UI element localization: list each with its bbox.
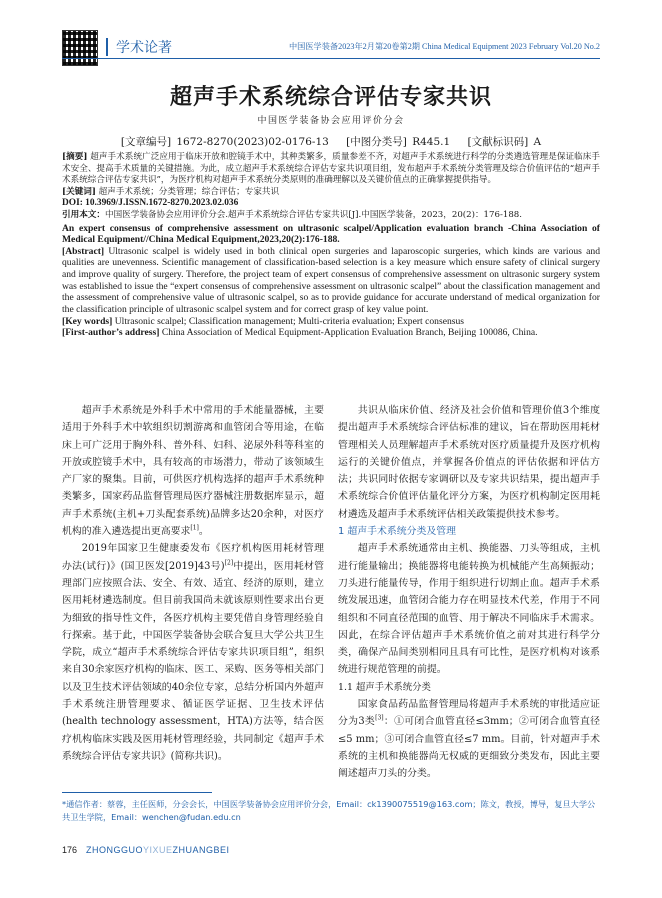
clc-number: [中图分类号] R445.1 [346, 136, 451, 148]
keywords-en-text: Ultrasonic scalpel; Classification management; Multi-criteria evaluation; Expert consensus [112, 315, 465, 327]
document-code: [文献标识码] A [467, 136, 542, 148]
abstract-en [62, 246, 600, 316]
keywords-cn [62, 187, 600, 199]
column-name: 学术论著 [116, 40, 172, 56]
english-title: An expert consensus of comprehensive assessment on ultrasonic scalpel/Application evaluation branch -China Association of Medical Equipment//China Medical Equipment,2023,20(2):176-188. [62, 222, 600, 246]
body-paragraph [62, 540, 324, 765]
journal-footer-part: ZHUANGBEI [172, 845, 230, 855]
header-rule [62, 58, 600, 59]
subsection-heading: 1.1 超声手术系统分类 [338, 681, 431, 693]
paragraph-text: 中提出，医用耗材管理部门应按照合法、安全、有效、适宜、经济的原则，建立医用耗材遴选制度。但目前我国尚未就该原则性要求出台更为细致的指导性文件，各医疗机构主要凭借自身管理经验自行探索。基于此，中国医学装备协会联合复旦大学公共卫生学院，成立“超声手术系统综合评估专家共识项目组”，组织来自30余家医疗机构的临床、医工、采购、医务等相关部门以及卫生技术评估领域的40余位专家，总结分析国内外超声手术系统注册管理要求、循证医学证据、卫生技术评估(health technology assessment，HTA)方法等，结合医疗机构临床实践及医用耗材管理经验，共同制定《超声手术系统综合评估专家共识》(简称共识)。 [62, 560, 324, 762]
body-paragraph [62, 402, 324, 540]
abstract-en-label: [Abstract] [62, 245, 105, 257]
article-number: [文章编号] 1672-8270(2023)02-0176-13 [120, 136, 329, 148]
footnote: *通信作者：蔡蓉，主任医师，分会会长，中国医学装备协会应用评价分会，Email：ck1390075519@163.com；陈文，教授，博导，复旦大学公共卫生学院，Email：wenchen@fudan.edu.cn [62, 799, 596, 822]
article-authors: 中国医学装备协会应用评价分会 [257, 116, 405, 126]
keywords-en [62, 316, 600, 328]
body-left-column [62, 402, 324, 765]
abstract-cn [62, 152, 600, 187]
keywords-cn-text: 超声手术系统；分类管理；综合评估；专家共识 [95, 186, 280, 197]
reference-mark: [2] [224, 559, 234, 567]
author-address-label: [First-author’s address] [62, 327, 160, 339]
abstract-block [62, 152, 600, 339]
article-codes [0, 134, 662, 149]
journal-footer [86, 845, 230, 855]
section-heading: 1 超声手术系统分类及管理 [338, 526, 457, 538]
citation-text: 中国医学装备协会应用评价分会.超声手术系统综合评估专家共识[J].中国医学装备，2023，20(2)：176-188. [104, 209, 522, 220]
paragraph-text: 超声手术系统是外科手术中常用的手术能量器械，主要适用于外科手术中软组织切割游离和血管闭合等用途，在临床上可广泛用于胸外科、普外科、妇科、泌尿外科等科室的开放或腔镜手术中，具有较高的市场潜力，带动了该领域生产厂家的聚集。目前，可供医疗机构选择的超声手术系统种类繁多，国家药品监督管理局医疗器械注册数据库显示，超声手术系统(主机+刀头配套系统)品牌多达20余种，对医疗机构的准入遴选提出更高要求 [62, 405, 324, 538]
abstract-en-text: Ultrasonic scalpel is widely used in both clinical open surgeries and laparoscopic surgeries, which kinds are various and qualities are unevenness. Scientific management of classification-based selection is a key measure which ensure safety of clinical surgery and improve quality of surgery. Therefore, the project team of expert consensus of comprehensive assessment on ultrasonic surgery system was established to issue the “expert consensus of comprehensive assessment on ultrasonic scalpel” about the classification management and the assessment of comprehensive value of ultrasonic scalpel, so as to provide guidance for accurate understand of medical organization for the classification principle of ultrasonic scalpel system and for correct grasp of key value point. [62, 245, 600, 316]
page-number: 176 [62, 845, 78, 855]
journal-footer-part: YIXUE [143, 845, 173, 855]
paragraph-text: 。 [198, 526, 209, 538]
article-title: 超声手术系统综合评估专家共识 [169, 84, 492, 110]
journal-footer-part: ZHONGGUO [86, 845, 143, 855]
abstract-cn-label: [摘要] [62, 152, 88, 162]
body-paragraph [338, 696, 600, 782]
keywords-en-label: [Key words] [62, 315, 113, 327]
running-head: 中国医学装备2023年2月第20卷第2期 China Medical Equipment 2023 February Vol.20 No.2 [288, 42, 600, 51]
reference-mark: [3] [375, 715, 384, 723]
qr-code-icon [62, 30, 98, 66]
body-paragraph: 共识从临床价值、经济及社会价值和管理价值3个维度提出超声手术系统综合评估标准的建议，旨在帮助医用耗材管理相关人员理解超声手术系统对医疗质量提升及医疗机构运行的关键价值点，并掌握各价值点的评估依据和评估方法；共识同时依据专家调研以及专家共识结果，提出超声手术系统综合价值评估量化评分方案，为医疗机构制定医用耗材遴选及超声手术系统评估相关政策提供技术参考。 [338, 405, 600, 520]
reference-mark: [1] [190, 524, 199, 532]
author-address-text: China Association of Medical Equipment-Application Evaluation Branch, Beijing 100086, China. [159, 327, 538, 339]
citation-label: 引用本文： [62, 209, 105, 220]
citation [62, 210, 600, 222]
abstract-cn-text: 超声手术系统广泛应用于临床开放和腔镜手术中，其种类繁多，质量参差不齐，对超声手术系统进行科学的分类遴选管理是保证临床手术安全、提高手术质量的关键措施。为此，成立超声手术系统综合评估专家共识项目组，发布超声手术系统分类管理及综合价值评估的“超声手术系统综合评估专家共识”，为医疗机构对超声手术系统分类原则的准确理解以及关键价值点的正确掌握提供指导。 [62, 152, 600, 186]
paragraph-text: 2019年国家卫生健康委发布《医疗机构医用耗材管理办法(试行)》(国卫医发[2019]43号) [62, 543, 324, 572]
keywords-cn-label: [关键词] [62, 186, 96, 197]
paragraph-text: 国家食品药品监督管理局将超声手术系统的审批适应证分为3类 [338, 699, 600, 728]
author-address [62, 327, 600, 339]
doi: DOI: 10.3969/J.ISSN.1672-8270.2023.02.036 [62, 198, 239, 209]
body-paragraph: 超声手术系统通常由主机、换能器、刀头等组成，主机进行能量输出；换能器将电能转换为机械能产生高频振动；刀头进行能量传导，作用于组织进行切割止血。超声手术系统发展迅速，血管闭合能力存在明显技术代差，作用于不同组织和不同直径范围的血管、用于解决不同临床手术需求。因此，在综合评估超声手术系统价值之前对其进行科学分类，确保产品间类别相同且具有可比性，是医疗机构对该系统进行规范管理的前提。 [338, 543, 600, 676]
body-right-column [338, 402, 600, 783]
paragraph-text: ：①可闭合血管直径≤3mm；②可闭合血管直径≤5 mm；③可闭合血管直径≤7 mm。目前，针对超声手术系统的主机和换能器尚无权威的更细致分类发布，因此主要阐述超声刀头的分类。 [338, 716, 600, 780]
header-divider [106, 38, 108, 56]
footnote-rule [62, 792, 212, 793]
